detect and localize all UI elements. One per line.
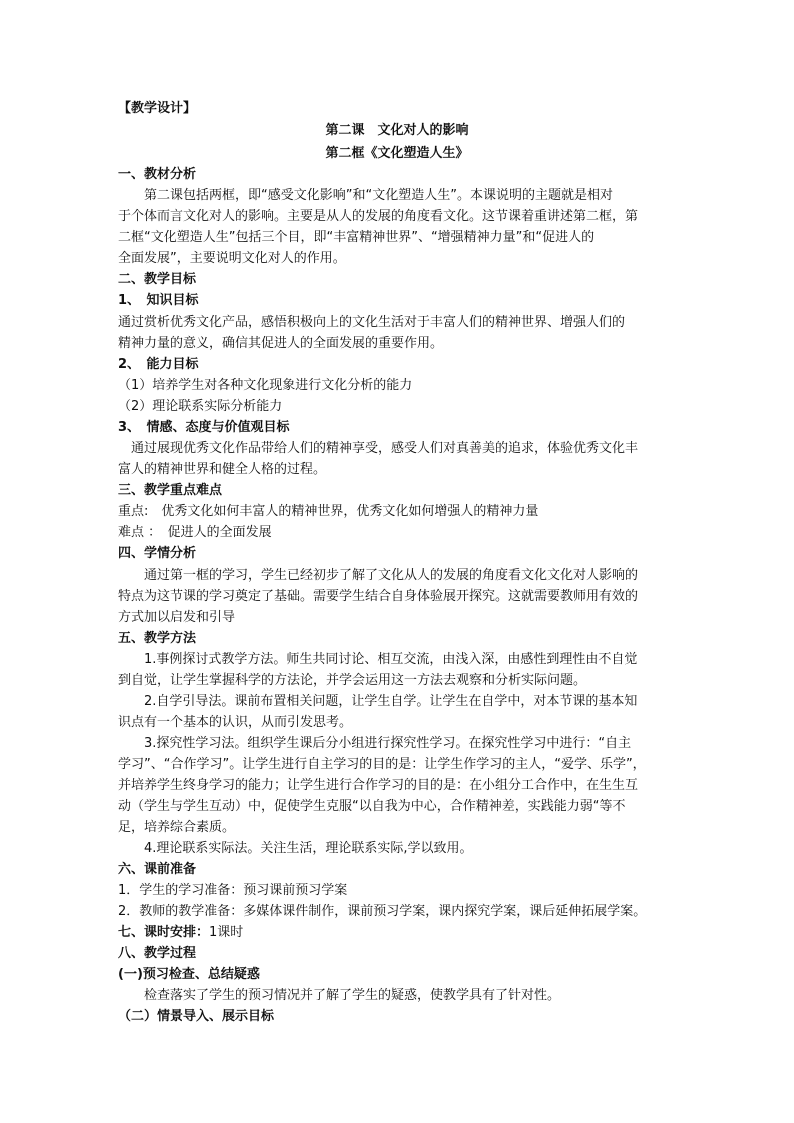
body-line — [118, 840, 678, 857]
body-line — [118, 187, 678, 204]
body-line — [118, 693, 678, 710]
line-text: 学习”、“合作学习”。让学生进行自主学习的目的是：让学生作学习的主人，“爱学、乐学”， — [118, 757, 646, 772]
body-line — [118, 503, 678, 520]
line-text: 2、 能力目标 — [118, 357, 199, 372]
body-line — [118, 651, 678, 668]
section-heading — [118, 166, 678, 183]
body-line — [118, 819, 678, 836]
section-heading — [118, 292, 678, 309]
line-text: 通过赏析优秀文化产品，感悟积极向上的文化生活对于丰富人们的精神世界、增强人们的 — [118, 315, 626, 330]
line-text: 4.理论联系实际法。关注生活，理论联系实际,学以致用。 — [118, 841, 473, 856]
doc-heading: 【教学设计】 — [118, 101, 197, 116]
line-text: 并培养学生终身学习的能力；让学生进行合作学习的目的是：在小组分工合作中，在生生互 — [118, 778, 639, 793]
line-text: 富人的精神世界和健全人格的过程。 — [118, 462, 327, 477]
line-text: 五、教学方法 — [118, 631, 197, 646]
line-text: 动（学生与学生互动）中，促使学生克服“以自我为中心，合作精神差，实践能力弱“等不 — [118, 799, 626, 814]
body-line — [118, 882, 678, 899]
body-line — [118, 250, 678, 267]
line-text: 通过展现优秀文化作品带给人们的精神享受，感受人们对真善美的追求，体验优秀文化丰 — [118, 441, 639, 456]
line-text: 1、 知识目标 — [118, 293, 199, 308]
body-line — [118, 798, 678, 815]
line-text: 二框“文化塑造人生”包括三个目，即“丰富精神世界”、“增强精神力量”和“促进人的 — [118, 230, 595, 245]
line-text: 1.事例探讨式教学方法。师生共同讨论、相互交流，由浅入深，由感性到理性由不自觉 — [118, 652, 638, 667]
section-heading — [118, 966, 678, 983]
body-line — [118, 777, 678, 794]
line-extra: 1课时 — [209, 925, 244, 940]
line-text: 3.探究性学习法。组织学生课后分小组进行探究性学习。在探究性学习中进行：“自主 — [118, 736, 632, 751]
line-text: (一)预习检查、总结疑惑 — [118, 967, 260, 982]
line-text: 重点: 优秀文化如何丰富人的精神世界，优秀文化如何增强人的精神力量 — [118, 504, 539, 519]
line-text: 2．教师的教学准备：多媒体课件制作，课前预习学案，课内探究学案，课后延伸拓展学案。 — [118, 904, 647, 919]
section-heading — [118, 482, 678, 499]
line-text: （2）理论联系实际分析能力 — [118, 399, 283, 414]
line-text: 1．学生的学习准备：预习课前预习学案 — [118, 883, 348, 898]
body-line — [118, 714, 678, 731]
line-text: 一、教材分析 — [118, 167, 197, 182]
body-line — [118, 335, 678, 352]
body-line — [118, 735, 678, 752]
body-line — [118, 756, 678, 773]
body-line — [118, 672, 678, 689]
line-text: 方式加以启发和引导 — [118, 610, 236, 625]
body-line — [118, 987, 678, 1004]
line-text: 检查落实了学生的预习情况并了解了学生的疑惑，使教学具有了针对性。 — [118, 988, 561, 1003]
line-text: 2.自学引导法。课前布置相关问题，让学生自学。让学生在自学中，对本节课的基本知 — [118, 694, 638, 709]
line-text: 二、教学目标 — [118, 272, 197, 287]
section-heading — [118, 356, 678, 373]
line-text: 第二课包括两框，即“感受文化影响”和“文化塑造人生”。本课说明的主题就是相对 — [118, 188, 613, 203]
line-text: 六、课前准备 — [118, 862, 197, 877]
line-text: 四、学情分析 — [118, 546, 197, 561]
section-title: 第二框《文化塑造人生》 — [325, 146, 469, 161]
line-text: （1）培养学生对各种文化现象进行文化分析的能力 — [118, 378, 413, 393]
body-line — [118, 461, 678, 478]
body-line — [118, 314, 678, 331]
line-text: 精神力量的意义，确信其促进人的全面发展的重要作用。 — [118, 336, 444, 351]
section-heading — [118, 271, 678, 288]
section-heading — [118, 1008, 678, 1025]
line-text: 七、课时安排： — [118, 925, 210, 940]
section-heading — [118, 545, 678, 562]
body-line — [118, 398, 678, 415]
lesson-title: 第二课 文化对人的影响 — [325, 123, 469, 138]
line-text: 于个体而言文化对人的影响。主要是从人的发展的角度看文化。这节课着重讲述第二框，第 — [118, 209, 639, 224]
section-heading — [118, 630, 678, 647]
body-line — [118, 208, 678, 225]
section-heading — [118, 419, 678, 436]
line-text: 难点 ： 促进人的全面发展 — [118, 525, 272, 540]
body-line — [118, 609, 678, 626]
line-text: 到自觉，让学生掌握科学的方法论，并学会运用这一方法去观察和分析实际问题。 — [118, 673, 587, 688]
body-line — [118, 588, 678, 605]
section-heading — [118, 945, 678, 962]
section-heading — [118, 861, 678, 878]
line-text: 识点有一个基本的认识，从而引发思考。 — [118, 715, 353, 730]
body-line — [118, 377, 678, 394]
section-heading — [118, 924, 678, 941]
line-text: 特点为这节课的学习奠定了基础。需要学生结合自身体验展开探究。这就需要教师用有效的 — [118, 589, 639, 604]
body-line — [118, 440, 678, 457]
line-text: 八、教学过程 — [118, 946, 197, 961]
line-text: 足，培养综合素质。 — [118, 820, 236, 835]
body-line — [118, 524, 678, 541]
line-text: 3、 情感、态度与价值观目标 — [118, 420, 290, 435]
line-text: 通过第一框的学习，学生已经初步了解了文化从人的发展的角度看文化文化对人影响的 — [118, 568, 639, 583]
line-text: （二）情景导入、展示目标 — [118, 1009, 275, 1024]
line-text: 三、教学重点难点 — [118, 483, 223, 498]
body-line — [118, 567, 678, 584]
line-text: 全面发展”，主要说明文化对人的作用。 — [118, 251, 346, 266]
body-line — [118, 229, 678, 246]
body-line — [118, 903, 678, 920]
